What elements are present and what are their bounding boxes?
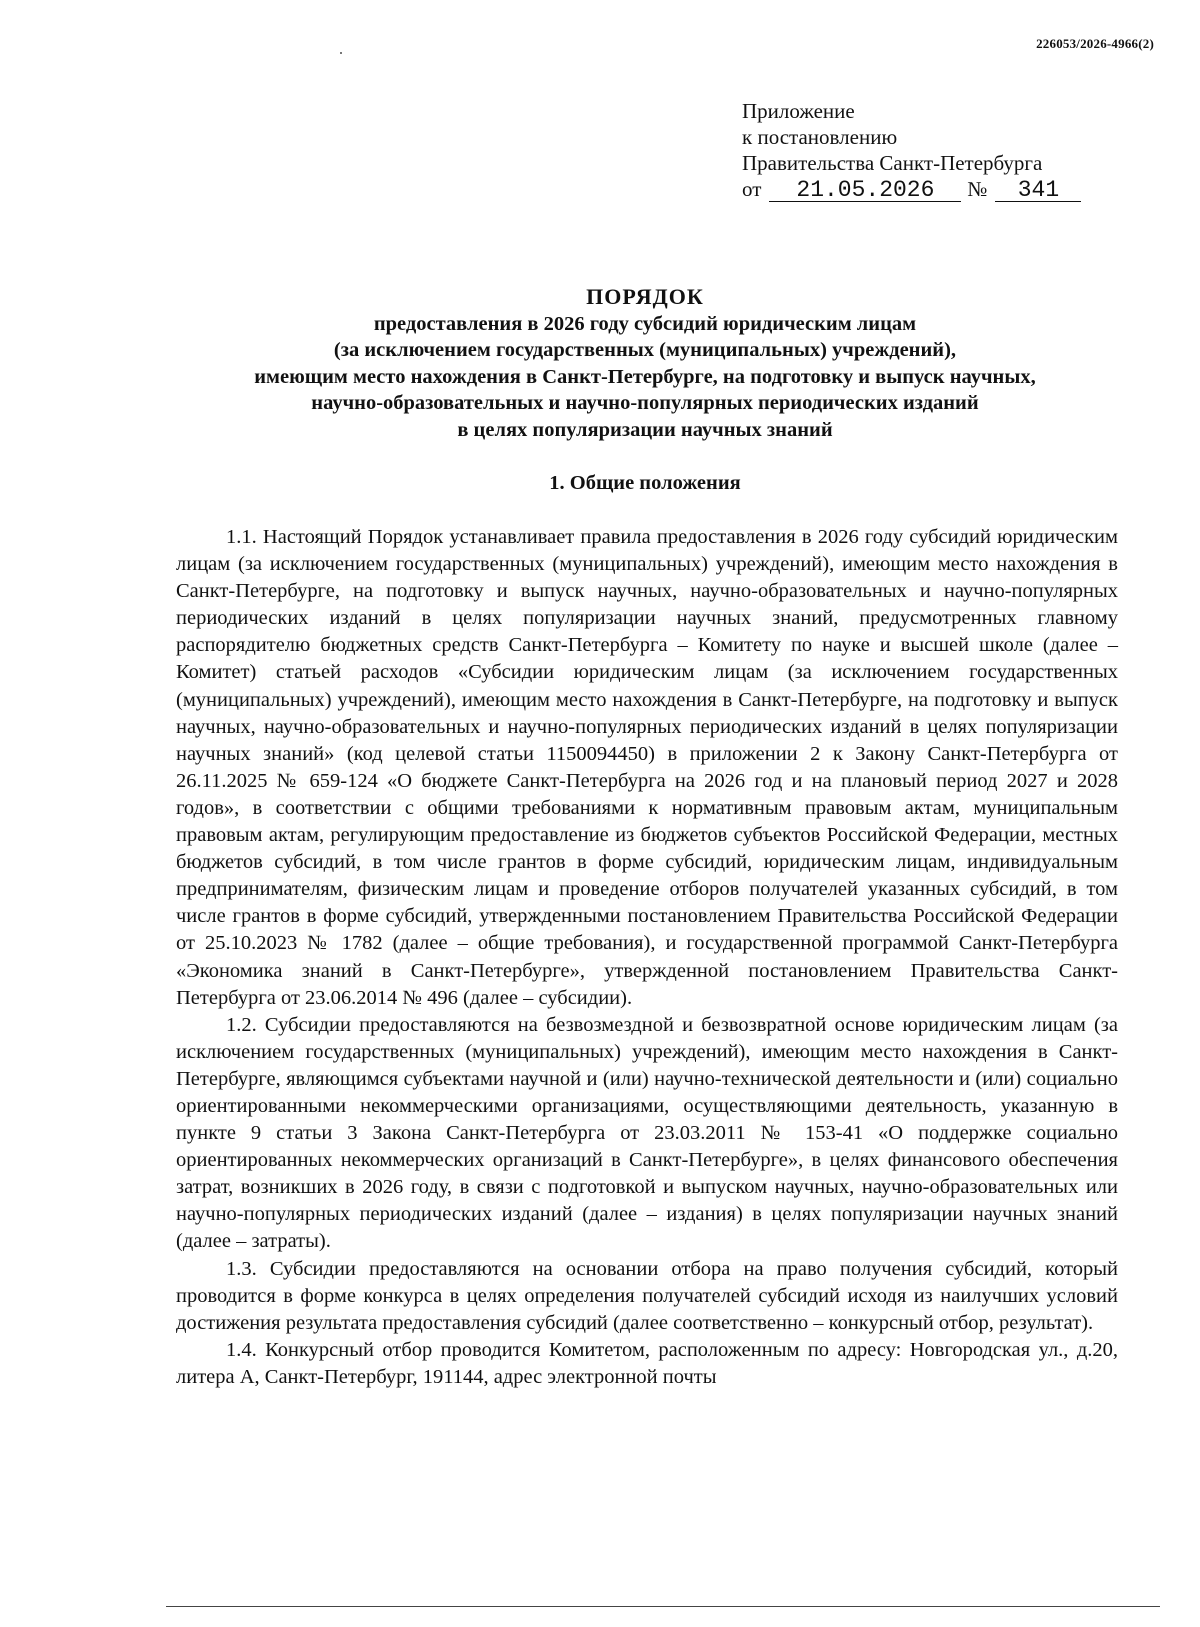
appendix-line-1: Приложение bbox=[742, 99, 855, 123]
number-prefix: № bbox=[967, 177, 988, 201]
title-line-4: научно-образовательных и научно-популярных периодических изданий bbox=[311, 392, 979, 414]
resolution-date: 21.05.2026 bbox=[769, 179, 961, 202]
title-line-5: в целях популяризации научных знаний bbox=[457, 418, 833, 441]
title-line-2: (за исключением государственных (муниципальных) учреждений), bbox=[333, 339, 957, 361]
appendix-line-2: к постановлению bbox=[742, 125, 898, 149]
document-body bbox=[176, 524, 1118, 1391]
section-heading: 1. Общие положения bbox=[549, 472, 741, 494]
paragraph-1-3: 1.3. Субсидии предоставляются на основании отбора на право получения субсидий, который проводится в форме конкурса в целях определения получателей субсидий исходя из наилучших условий достижения результата предоставления субсидий (далее соответственно – конкурсный отбор, результат). bbox=[176, 1257, 1118, 1334]
scan-speck bbox=[340, 52, 342, 54]
date-prefix: от bbox=[742, 177, 762, 201]
appendix-block bbox=[742, 98, 1081, 202]
paragraph-1-1: 1.1. Настоящий Порядок устанавливает правила предоставления в 2026 году субсидий юридическим лицам (за исключением государственных (муниципальных) учреждений), имеющим место нахождения в Санкт-Петербурге, на подготовку и выпуск научных, научно-образовательных и научно-популярных периодических изданий в целях популяризации научных знаний, предусмотренных главному распорядителю бюджетных средств Санкт-Петербурга – Комитету по науке и высшей школе (далее – Комитет) статьей расходов «Субсидии юридическим лицам (за исключением государственных (муниципальных) учреждений), имеющим место нахождения в Санкт-Петербурге, на подготовку и выпуск научных, научно-образовательных и научно-популярных периодических изданий в целях популяризации научных знаний» (код целевой статьи 1150094450) в приложении 2 к Закону Санкт-Петербурга от 26.11.2025 № 659-124 «О бюджете Санкт-Петербурга на 2026 год и на плановый период 2027 и 2028 годов», в соответствии с общими требованиями к нормативным правовым актам, муниципальным правовым актам, регулирующим предоставление из бюджетов субъектов Российской Федерации, местных бюджетов субсидий, в том числе грантов в форме субсидий, юридическим лицам, индивидуальным предпринимателям, физическим лицам и проведение отборов получателей указанных субсидий, в том числе грантов в форме субсидий, утвержденными постановлением Правительства Российской Федерации от 25.10.2023 № 1782 (далее – общие требования), и государственной программой Санкт-Петербурга «Экономика знаний в Санкт-Петербурге», утвержденной постановлением Правительства Санкт-Петербурга от 23.06.2014 № 496 (далее – субсидии). bbox=[176, 526, 1118, 1009]
appendix-line-3: Правительства Санкт-Петербурга bbox=[742, 151, 1043, 175]
appendix-date-line bbox=[742, 176, 1081, 202]
scan-bottom-edge bbox=[166, 1606, 1160, 1607]
paragraph-1-4: 1.4. Конкурсный отбор проводится Комитетом, расположенным по адресу: Новгородская ул., д.20, литера А, Санкт-Петербург, 191144, адрес электронной почты bbox=[176, 1338, 1118, 1388]
title-line-3: имеющим место нахождения в Санкт-Петербурге, на подготовку и выпуск научных, bbox=[254, 365, 1036, 388]
document-title bbox=[150, 284, 1140, 443]
resolution-number: 341 bbox=[995, 179, 1081, 202]
document-registration-code: 226053/2026-4966(2) bbox=[1036, 36, 1154, 51]
title-main: ПОРЯДОК bbox=[586, 284, 704, 309]
paragraph-1-2: 1.2. Субсидии предоставляются на безвозмездной и безвозвратной основе юридическим лицам (за исключением государственных (муниципальных) учреждений), имеющим место нахождения в Санкт-Петербурге, являющимся субъектами научной и (или) научно-технической деятельности и (или) социально ориентированными некоммерческими организациями, осуществляющими деятельность, указанную в пункте 9 статьи 3 Закона Санкт-Петербурга от 23.03.2011 № 153-41 «О поддержке социально ориентированных некоммерческих организаций в Санкт-Петербурге», в целях финансового обеспечения затрат, возникших в 2026 году, в связи с подготовкой и выпуском научных, научно-образовательных или научно-популярных периодических изданий (далее – издания) в целях популяризации научных знаний (далее – затраты). bbox=[176, 1013, 1118, 1253]
title-line-1: предоставления в 2026 году субсидий юридическим лицам bbox=[373, 312, 917, 335]
